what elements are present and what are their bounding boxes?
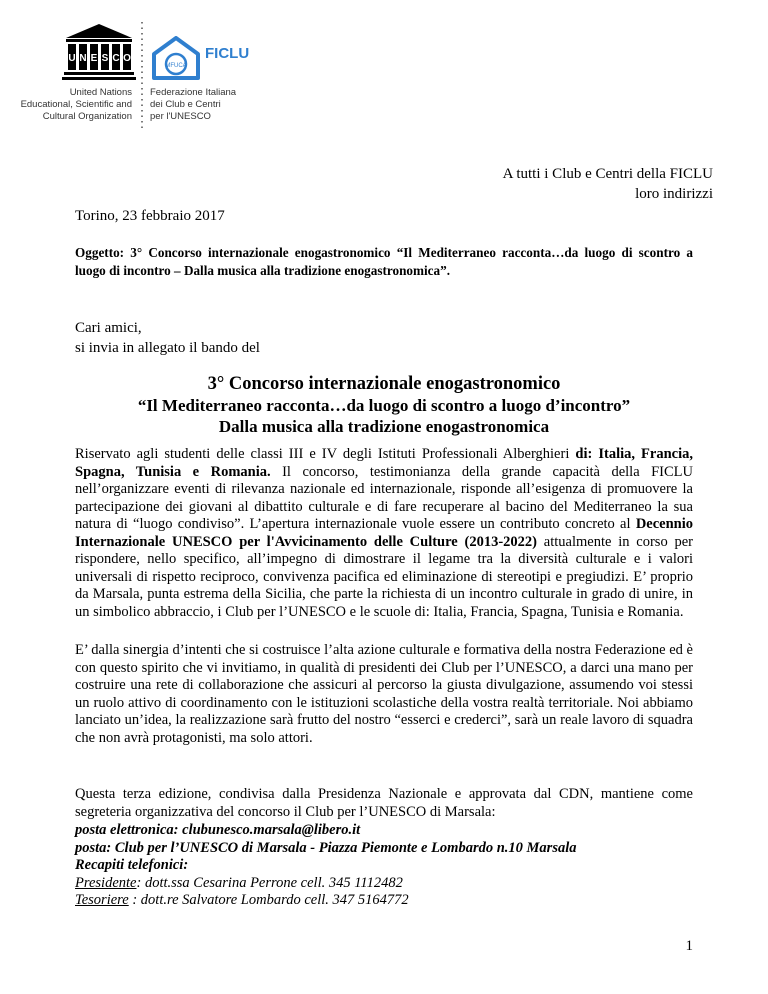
svg-text:S: S xyxy=(101,53,109,64)
contact-info xyxy=(75,822,715,910)
recipient-line: loro indirizzi xyxy=(635,186,713,202)
contest-title xyxy=(75,374,693,437)
ficlu-house-icon xyxy=(150,36,202,80)
ficlu-brand: FICLU xyxy=(205,45,250,62)
phones-label: Recapiti telefonici: xyxy=(75,857,189,873)
recipient-block xyxy=(503,164,713,204)
president-contact: Presidente: dott.ssa Cesarina Perrone cell. 345 1112482 xyxy=(75,874,403,891)
postal-contact: posta: Club per l’UNESCO di Marsala - Piazza Piemonte e Lombardo n.10 Marsala xyxy=(75,839,577,856)
paragraph-1: Riservato agli studenti delle classi III e IV degli Istituti Professionali Alberghieri di: Italia, Francia, Spagna, Tunisia e Romania. Il concorso, testimonianza della grande capacità della FICLU nell’organizzare eventi di rilevanza nazionale ed internazionale, risponde all’esigenza di promuovere la partecipazione dei giovani al dibattito culturale e di fare recuperare al bacino del Mediterraneo la sua natura di “luogo condiviso”. L’apertura internazionale vuole essere un contributo concreto al Decennio Internazionale UNESCO per l'Avvicinamento delle Culture (2013-2022) attualmente in corso per rispondere, nello specifico, all’impegno di dimostrare il legame tra la diversità culturale e i valori universali di rispetto reciproco, convivenza pacifica ed eliminazione di stereotipi e pregiudizi. E’ proprio da Marsala, punta estrema della Sicilia, che parte la richiesta di un incontro culturale in grado di unire, in un simbolico abbraccio, i Club per l’UNESCO e le scuole di: Italia, Francia, Spagna, Tunisia e Romania. xyxy=(75,446,694,620)
email-contact[interactable]: posta elettronica: clubunesco.marsala@libero.it xyxy=(75,822,361,838)
treasurer-contact: Tesoriere : dott.re Salvatore Lombardo cell. 347 5164772 xyxy=(75,892,409,908)
svg-text:C: C xyxy=(112,53,120,64)
svg-text:O: O xyxy=(123,53,131,64)
contest-title-line: “Il Mediterraneo racconta…da luogo di scontro a luogo d’incontro” xyxy=(137,396,631,415)
svg-text:MFUCA: MFUCA xyxy=(165,63,187,69)
unesco-organization-name: United Nations Educational, Scientific and Cultural Organization xyxy=(20,87,132,122)
paragraph-2: E’ dalla sinergia d’intenti che si costruisce l’alta azione culturale e formativa della nostra Federazione ed è con questo spirito che vi invitiamo, in qualità di presidenti dei Club per l’UNESCO, a darci una mano per costruire una rete di collaborazione che assicuri al percorso la giusta divulgazione, assumendo voi stessi un ruolo attivo di coordinamento con le istituzioni scolastiche della vostra realtà territoriale. Noi abbiamo lanciato un’idea, la realizzazione sarà frutto del nostro “esserci e crederci”, sarà un reale lavoro di squadra che non avrà protagonisti, ma solo attori. xyxy=(75,642,693,746)
recipient-line: A tutti i Club e Centri della FICLU xyxy=(502,166,713,182)
header-divider xyxy=(140,22,144,132)
ficlu-organization-name: Federazione Italiana dei Club e Centri per l'UNESCO xyxy=(150,87,237,122)
greeting: Cari amici, si invia in allegato il bando del xyxy=(75,320,260,356)
letter-subject: Oggetto: 3° Concorso internazionale enogastronomico “Il Mediterraneo racconta…da luogo di scontro a luogo di incontro – Dalla musica alla tradizione enogastronomica”. xyxy=(75,245,693,278)
contest-title-line: 3° Concorso internazionale enogastronomico xyxy=(207,374,561,394)
letter-date: Torino, 23 febbraio 2017 xyxy=(75,208,225,224)
unesco-temple-icon xyxy=(62,22,136,82)
svg-text:N: N xyxy=(79,53,87,64)
svg-text:U: U xyxy=(68,53,76,64)
contest-title-line: Dalla musica alla tradizione enogastronomica xyxy=(218,417,550,436)
svg-text:E: E xyxy=(90,53,98,64)
paragraph-3: Questa terza edizione, condivisa dalla Presidenza Nazionale e approvata dal CDN, mantiene come segreteria organizzativa del concorso il Club per l’UNESCO di Marsala: xyxy=(75,786,693,820)
page-number: 1 xyxy=(685,938,693,954)
